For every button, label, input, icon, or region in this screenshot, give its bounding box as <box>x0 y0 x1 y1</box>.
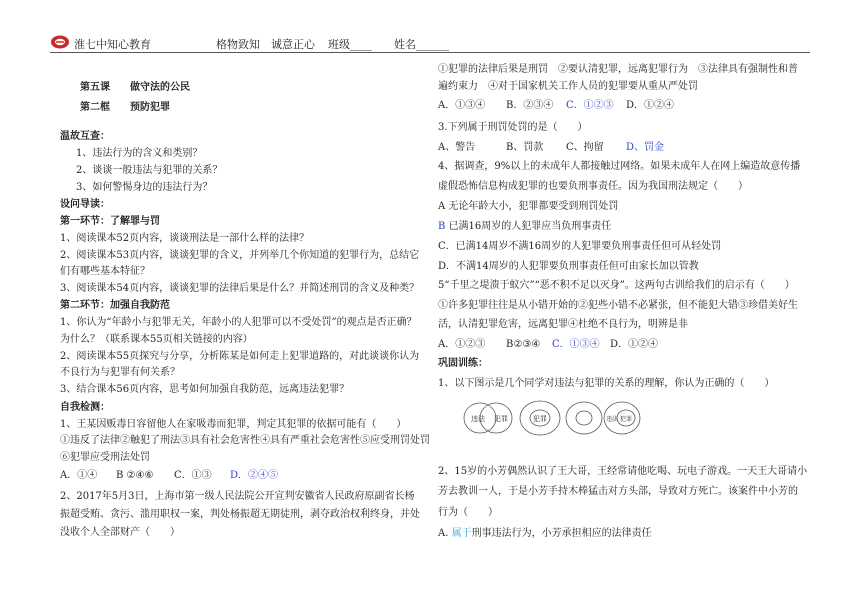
q3-option-a: A、警告 <box>438 142 476 153</box>
selftest-heading: 自我检测： <box>60 402 110 413</box>
consolidate-question-1: 1、以下图示是几个同学对违法与犯罪的关系的理解，你认为正确的（ ） <box>438 378 775 389</box>
q2-option-b: B．②③④ <box>506 100 554 111</box>
q5-option-d: D．①②④ <box>610 339 659 350</box>
question-5: ①许多犯罪往往是从小错开始的②犯些小错不必紧张，但不能犯大错③珍借美好生 <box>438 300 798 311</box>
part1-item: 2、阅读课本53页内容，谈谈犯罪的含义，并列举几个你知道的犯罪行为，总结它 <box>60 250 420 261</box>
q5-option-a: A．①②③ <box>438 339 486 350</box>
q2-statements: ①犯罪的法律后果是刑罚 ②要认清犯罪，远离犯罪行为 ③法律具有强制性和普 <box>438 64 798 75</box>
diagram-a-weifa-label: 违法 <box>471 415 485 423</box>
question-4: 4、据调查，9%以上的未成年人都接触过网络。如果未成年人在网上编造故意传播 <box>438 161 801 172</box>
question-3: 3.下列属于刑罚处罚的是（ ） <box>438 122 588 133</box>
q3-option-d: D、罚金 <box>626 142 665 153</box>
org-name: 淮七中知心教育 <box>74 38 151 51</box>
class-field: 班级____ <box>328 38 372 51</box>
consolidate-question-2: 芳去教训一人，于是小芳手持木棒猛击对方头部，导致对方死亡。该案件中小芳的 <box>438 486 798 497</box>
q4-option-b-text: 已满16周岁的人犯罪应当负刑事责任 <box>445 221 612 232</box>
diagram-d-fanzui-label: 犯罪 <box>620 416 633 423</box>
diagram-b-fanzui-label: 犯罪 <box>533 415 547 423</box>
q2-option-c: C．①②③ <box>566 100 614 111</box>
name-field: 姓名______ <box>394 38 449 51</box>
part2-item: 3、结合课本56页内容，思考如何加强自我防范，远离违法犯罪？ <box>60 384 350 395</box>
question-1: ①违反了法律②触犯了刑法③具有社会危害性④具有严重社会危害性⑤应受刑罚处罚 <box>60 435 430 446</box>
motto: 格物致知 诚意正心 <box>216 38 315 51</box>
q2-statements: 遍约束力 ④对于国家机关工作人员的犯罪要从重从严处罚 <box>438 81 698 92</box>
guide-heading: 设问导读： <box>60 199 110 210</box>
q4-option-b-letter: B <box>438 221 446 232</box>
part1-item: 3、阅读课本54页内容，谈谈犯罪的法律后果是什么？并简述刑罚的含义及种类？ <box>60 283 420 294</box>
q5-option-b: B②③④ <box>506 339 541 350</box>
section-title: 第二框 预防犯罪 <box>80 102 170 113</box>
q4-option-a: A 无论年龄大小，犯罪都要受到刑罚处罚 <box>438 201 619 212</box>
q3-option-c: C、拘留 <box>566 142 604 153</box>
part2-heading: 第二环节：加强自我防范 <box>60 300 170 311</box>
q2-option-a: A．①③④ <box>438 100 486 111</box>
diagram-a-fanzui-label: 犯罪 <box>494 415 508 423</box>
part1-heading: 第一环节：了解罪与罚 <box>60 216 160 227</box>
q2-option-d: D．①②④ <box>626 100 675 111</box>
part2-item: 不良行为与犯罪有何关系？ <box>60 367 180 378</box>
diagram-d-weifa-label: 违法 <box>606 416 619 423</box>
q1-option-c: C．①③ <box>174 470 212 481</box>
law-crime-diagram <box>462 390 642 448</box>
consolidate-question-2: 行为（ ） <box>438 507 498 518</box>
part2-item: 2、阅读课本55页探究与分享，分析陈某是如何走上犯罪道路的，对此谈谈你认为 <box>60 351 420 362</box>
q3-option-b: B、罚款 <box>506 142 544 153</box>
question-5: 5“千里之堤溃于蚁穴”“恶不积不足以灭身”。这两句古训给我们的启示有（ ） <box>438 280 795 291</box>
diagram-c-outer <box>566 402 602 434</box>
question-4: 虚假恐怖信息构成犯罪的也要负刑事责任。因为我国刑法规定（ ） <box>438 181 748 192</box>
part2-item: 为什么？（联系课本55页相关链接的内容） <box>60 334 253 345</box>
q1-option-b: B ②④⑥ <box>116 470 154 481</box>
consolidate-heading: 巩固训练： <box>438 358 488 369</box>
part1-item: 1、阅读课本52页内容，谈谈刑法是一部什么样的法律？ <box>60 233 310 244</box>
review-item: 3、如何警惕身边的违法行为？ <box>76 182 213 193</box>
question-2: 没收个人全部财产（ ） <box>60 527 180 538</box>
review-item: 2、谈谈一般违法与犯罪的关系？ <box>76 165 223 176</box>
question-2: 2、2017年5月3日，上海市第一级人民法院公开宣判安徽省人民政府原副省长杨 <box>60 491 415 502</box>
question-2: 振超受贿、贪污、滥用职权一案，判处杨振超无期徒刑，剥夺政治权利终身，并处 <box>60 509 420 520</box>
c2-option-a <box>438 527 652 540</box>
question-1: 1、王某因贩毒日容留他人在家吸毒而犯罪，判定其犯罪的依据可能有（ ） <box>60 419 407 430</box>
q1-option-d: D．②④⑤ <box>230 470 279 481</box>
review-heading: 温故互查： <box>60 131 110 142</box>
school-logo-icon <box>50 34 70 50</box>
q4-option-d: D．不满14周岁的人犯罪要负刑事责任但可由家长加以管教 <box>438 261 699 272</box>
lesson-title: 第五课 做守法的公民 <box>80 82 190 93</box>
c2-option-a-letter: A. <box>438 528 449 539</box>
part2-item: 1、你认为“年龄小与犯罪无关，年龄小的人犯罪可以不受处罚”的观点是否正确？ <box>60 317 417 328</box>
c2-option-a-text: 刑事违法行为，小芳承担相应的法律责任 <box>471 528 652 539</box>
review-item: 1、违法行为的含义和类别？ <box>76 148 203 159</box>
q4-option-b <box>438 220 611 233</box>
header-rule <box>50 52 810 53</box>
c2-option-a-highlight: 属于 <box>451 528 472 539</box>
q1-option-a: A．①④ <box>60 470 98 481</box>
q5-option-c: C．①③④ <box>552 339 600 350</box>
q4-option-c: C．已满14周岁不满16周岁的人犯罪要负刑事责任但可从轻处罚 <box>438 241 722 252</box>
page-header <box>50 32 810 54</box>
question-5: 活，认清犯罪危害，远离犯罪④杜绝不良行为，明辨是非 <box>438 319 688 330</box>
part1-item: 们有哪些基本特征？ <box>60 266 150 277</box>
question-1: ⑥犯罪应受刑法处罚 <box>60 452 150 463</box>
diagram-c-inner <box>576 411 592 425</box>
consolidate-question-2: 2、15岁的小芳偶然认识了王大哥，王经常请他吃喝、玩电子游戏。一天王大哥请小 <box>438 466 808 477</box>
